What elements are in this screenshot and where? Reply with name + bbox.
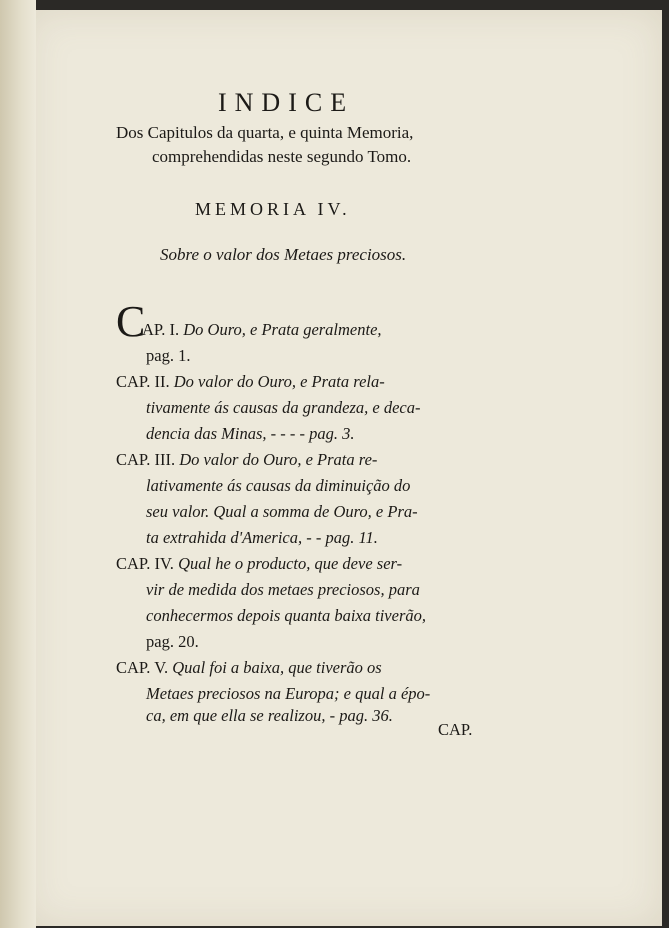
chapter-3-text-4: ta extrahida d'America, - - pag. 11. <box>146 528 378 547</box>
index-subtitle-line-1: Dos Capitulos da quarta, e quinta Memoria, <box>116 123 414 142</box>
chapter-2-text-1: Do valor do Ouro, e Prata rela- <box>173 372 385 391</box>
memoria-heading: MEMORIA IV. <box>195 199 351 219</box>
chapter-4-text-3: conhecermos depois quanta baixa tiverão, <box>146 606 426 625</box>
chapter-3-first-line <box>116 452 377 469</box>
chapter-2-text-2: tivamente ás causas da grandeza, e deca- <box>146 398 421 417</box>
chapter-2-text-3: dencia das Minas, - - - - pag. 3. <box>146 424 355 443</box>
chapter-4-text-2: vir de medida dos metaes preciosos, para <box>146 580 420 599</box>
drop-capital: C <box>116 297 146 346</box>
chapter-4-text-1: Qual he o producto, que deve ser- <box>178 554 403 573</box>
chapter-2-first-line <box>116 374 385 391</box>
index-title: INDICE <box>218 88 355 117</box>
chapter-5-label: CAP. V. <box>116 658 169 677</box>
memoria-subject: Sobre o valor dos Metaes preciosos. <box>160 245 407 264</box>
chapter-2-label: CAP. II. <box>116 372 170 391</box>
chapter-3-text-2: lativamente ás causas da diminuição do <box>146 476 411 495</box>
chapter-4-page: pag. 20. <box>146 632 199 651</box>
chapter-4-label: CAP. IV. <box>116 554 174 573</box>
chapter-1-first-line <box>142 322 382 339</box>
chapter-5-first-line <box>116 660 382 677</box>
chapter-5-text-1: Qual foi a baixa, que tiverão os <box>172 658 382 677</box>
chapter-1-page: pag. 1. <box>146 346 191 365</box>
chapter-3-label: CAP. III. <box>116 450 176 469</box>
chapter-3-text-1: Do valor do Ouro, e Prata re- <box>179 450 378 469</box>
chapter-5-text-3: ca, em que ella se realizou, - pag. 36. <box>146 706 393 725</box>
chapter-1-label: AP. I. <box>142 320 180 339</box>
page-spine-shadow <box>0 0 36 928</box>
chapter-1-text-1: Do Ouro, e Prata geralmente, <box>183 320 382 339</box>
catchword: CAP. <box>438 720 473 739</box>
index-subtitle-line-2: comprehendidas neste segundo Tomo. <box>152 147 412 166</box>
chapter-3-text-3: seu valor. Qual a somma de Ouro, e Pra- <box>146 502 418 521</box>
chapter-4-first-line <box>116 556 402 573</box>
chapter-5-text-2: Metaes preciosos na Europa; e qual a épo- <box>146 684 431 703</box>
